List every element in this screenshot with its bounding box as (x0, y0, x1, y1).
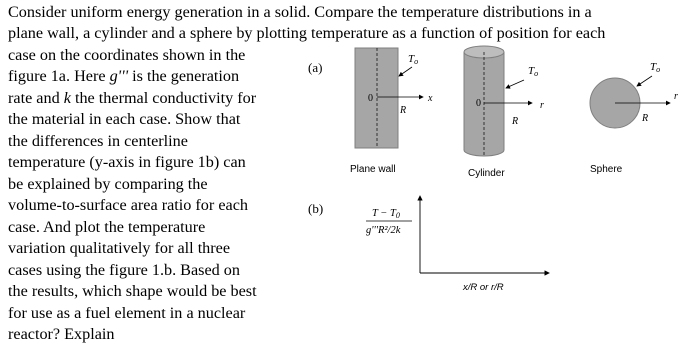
question-line-16: reactor? Explain (8, 325, 115, 343)
question-line-12: variation qualitatively for all three (8, 239, 231, 257)
plane-wall-T0-arrow (399, 67, 412, 76)
line-4-a: figure 1a. Here (8, 67, 110, 85)
cylinder-T0-arrow (506, 80, 524, 88)
question-line-7: the differences in centerline (8, 132, 188, 150)
question-line-2: plane wall, a cylinder and a sphere by plotting temperature as a function of position for each (8, 24, 606, 42)
cylinder-caption: Cylinder (468, 168, 505, 179)
figure-label-a: (a) (308, 60, 323, 75)
sphere-T0-arrow (637, 76, 652, 86)
plane-wall-zero: 0 (368, 93, 373, 104)
plane-wall-x-label: x (428, 93, 433, 104)
plane-wall-slab (355, 48, 398, 148)
cylinder-zero: 0 (476, 98, 481, 109)
sphere-r-label: r (674, 91, 678, 102)
x-axis-label: x/R or r/R (463, 282, 504, 293)
conductivity-symbol: k (63, 89, 71, 107)
question-line-1: Consider uniform energy generation in a solid. Compare the temperature distributions in a (8, 3, 592, 21)
line-5-b: the thermal conductivity for (70, 89, 257, 107)
question-line-8: temperature (y-axis in figure 1b) can (8, 153, 246, 171)
line-4-b: is the generation (132, 67, 240, 85)
question-line-14: the results, which shape would be best (8, 282, 257, 300)
figure-label-b: (b) (308, 201, 324, 216)
cylinder-R: R (512, 116, 519, 127)
question-line-10: volume-to-surface area ratio for each (8, 196, 248, 214)
question-line-6: the material in each case. Show that (8, 110, 241, 128)
sphere-T0: To (650, 61, 661, 74)
y-axis-label-numerator: T − T0 (372, 208, 400, 220)
y-axis-label-denominator: g'''R²/2k (366, 225, 401, 236)
question-line-15: for use as a fuel element in a nuclear (8, 304, 246, 322)
plane-wall-caption: Plane wall (350, 164, 396, 175)
temperature-plot (366, 196, 549, 293)
line-5-a: rate and (8, 89, 64, 107)
sphere-caption: Sphere (590, 164, 623, 175)
question-line-3: case on the coordinates shown in the (8, 46, 246, 64)
generation-symbol: g''' (109, 67, 129, 85)
cylinder-T0: To (528, 65, 539, 78)
plane-wall-figure (350, 48, 433, 175)
cylinder-figure (464, 46, 544, 179)
question-line-9: be explained by comparing the (8, 175, 208, 193)
sphere-R: R (642, 113, 649, 124)
sphere-figure (590, 61, 678, 175)
plane-wall-T0: To (408, 53, 419, 66)
plane-wall-R: R (400, 105, 407, 116)
question-line-11: case. And plot the temperature (8, 218, 206, 236)
cylinder-r-label: r (540, 100, 544, 111)
question-line-13: cases using the figure 1.b. Based on (8, 261, 240, 279)
